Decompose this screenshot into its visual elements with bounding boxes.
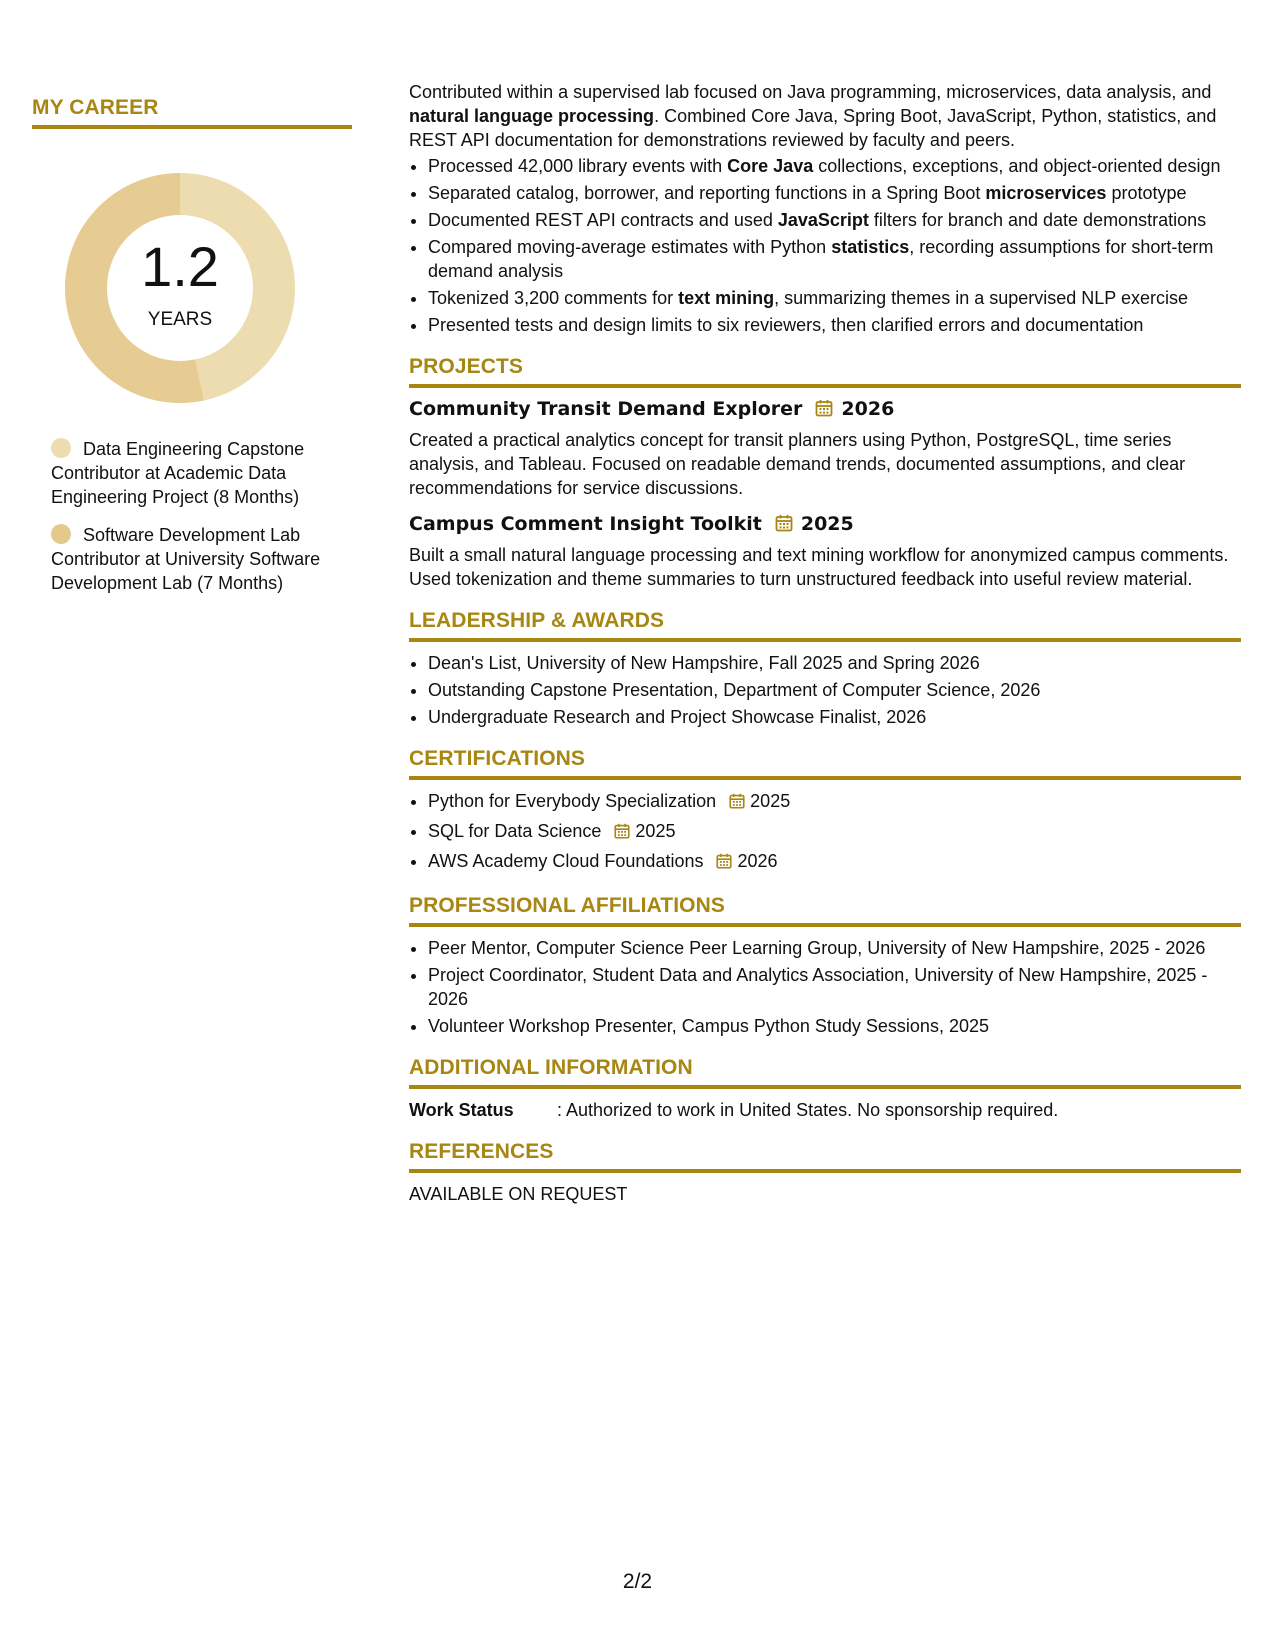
project-name: Community Transit Demand Explorer bbox=[409, 398, 803, 420]
work-status-value: : Authorized to work in United States. No sponsorship required. bbox=[557, 1100, 1059, 1120]
years-label: YEARS bbox=[147, 309, 213, 330]
list-item: • Undergraduate Research and Project Showcase Finalist, 2026 bbox=[428, 705, 1241, 729]
experience-bullet bbox=[428, 313, 1241, 337]
project-item bbox=[409, 512, 1241, 591]
references-text: AVAILABLE ON REQUEST bbox=[409, 1184, 628, 1204]
list-item: • Volunteer Workshop Presenter, Campus Python Study Sessions, 2025 bbox=[428, 1014, 1241, 1038]
experience-bullet bbox=[428, 286, 1241, 310]
text-run: Documented REST API contracts and used bbox=[428, 210, 778, 230]
references-heading: REFERENCES bbox=[409, 1140, 1241, 1173]
experience-bullet bbox=[428, 154, 1241, 178]
text-run: . Combined Core Java, Spring Boot, JavaScript, Python, statistics, and REST API documentation for demonstrations reviewed by faculty and peers. bbox=[409, 106, 1217, 150]
career-item: Software Development Lab Contributor at University Software Development Lab (7 Months) bbox=[51, 525, 321, 593]
project-year: 2026 bbox=[841, 398, 895, 420]
experience-summary bbox=[409, 80, 1241, 152]
my-career-heading: MY CAREER bbox=[32, 96, 352, 129]
main-content bbox=[409, 80, 1241, 1206]
work-status-row bbox=[409, 1098, 1241, 1122]
calendar-icon bbox=[774, 513, 794, 539]
text-run: Separated catalog, borrower, and reporting functions in a Spring Boot bbox=[428, 183, 986, 203]
bold-keyword: microservices bbox=[985, 183, 1107, 203]
calendar-icon bbox=[613, 822, 631, 846]
text-run: collections, exceptions, and object-oriented design bbox=[813, 156, 1221, 176]
legend-dot-icon bbox=[51, 524, 71, 544]
list-item: • Python for Everybody Specialization 2025 bbox=[428, 789, 1241, 816]
bold-keyword: JavaScript bbox=[777, 210, 869, 230]
experience-bullets bbox=[409, 154, 1241, 337]
experience-bullet bbox=[428, 181, 1241, 205]
text-run: Compared moving-average estimates with Python bbox=[428, 237, 832, 257]
additional-info-heading: ADDITIONAL INFORMATION bbox=[409, 1056, 1241, 1089]
list-item: • Peer Mentor, Computer Science Peer Learning Group, University of New Hampshire, 2025 - 2026 bbox=[428, 936, 1241, 960]
project-description: Created a practical analytics concept for transit planners using Python, PostgreSQL, time series analysis, and Tableau. Focused on readable demand trends, documented assumptions, and clear recommendations for service discussions. bbox=[409, 430, 1186, 498]
leadership-list bbox=[409, 651, 1241, 729]
project-description: Built a small natural language processing and text mining workflow for anonymized campus comments. Used tokenization and theme summaries to turn unstructured feedback into useful review material. bbox=[409, 545, 1229, 589]
bold-keyword: statistics bbox=[831, 237, 910, 257]
calendar-icon bbox=[728, 792, 746, 816]
list-item: • Dean's List, University of New Hampshire, Fall 2025 and Spring 2026 bbox=[428, 651, 1241, 675]
project-name: Campus Comment Insight Toolkit bbox=[409, 513, 762, 535]
affiliations-heading: PROFESSIONAL AFFILIATIONS bbox=[409, 894, 1241, 927]
sidebar bbox=[32, 96, 352, 609]
projects-heading: PROJECTS bbox=[409, 355, 1241, 388]
list-item: • Outstanding Capstone Presentation, Department of Computer Science, 2026 bbox=[428, 678, 1241, 702]
legend-dot-icon bbox=[51, 438, 71, 458]
career-donut-chart bbox=[65, 173, 295, 403]
calendar-icon bbox=[814, 398, 834, 424]
certifications-heading: CERTIFICATIONS bbox=[409, 747, 1241, 780]
project-item bbox=[409, 397, 1241, 500]
text-run: , summarizing themes in a supervised NLP exercise bbox=[774, 288, 1188, 308]
text-run: Presented tests and design limits to six reviewers, then clarified errors and documentation bbox=[428, 315, 1144, 335]
calendar-icon bbox=[715, 852, 733, 876]
project-title-row bbox=[409, 512, 1241, 539]
years-value: 1.2 bbox=[141, 235, 219, 298]
list-item: • SQL for Data Science 2025 bbox=[428, 819, 1241, 846]
text-run: Tokenized 3,200 comments for bbox=[428, 288, 679, 308]
project-year: 2025 bbox=[800, 513, 854, 535]
text-run: Processed 42,000 library events with bbox=[428, 156, 728, 176]
affiliations-list bbox=[409, 936, 1241, 1038]
list-item: • Project Coordinator, Student Data and Analytics Association, University of New Hampshire, 2025 - 2026 bbox=[428, 963, 1241, 1011]
career-list bbox=[32, 437, 352, 595]
experience-bullet bbox=[428, 235, 1241, 283]
text-run: Contributed within a supervised lab focused on Java programming, microservices, data analysis, and bbox=[409, 82, 1212, 102]
bold-keyword: text mining bbox=[678, 288, 775, 308]
text-run: prototype bbox=[1106, 183, 1187, 203]
project-title-row bbox=[409, 397, 1241, 424]
certifications-list bbox=[409, 789, 1241, 876]
work-status-label: Work Status bbox=[409, 1100, 514, 1120]
career-item: Data Engineering Capstone Contributor at Academic Data Engineering Project (8 Months) bbox=[51, 439, 305, 507]
text-run: , recording assumptions for short-term demand analysis bbox=[428, 237, 1214, 281]
bold-keyword: Core Java bbox=[727, 156, 814, 176]
page-number: 2/2 bbox=[622, 1570, 653, 1593]
list-item: • AWS Academy Cloud Foundations 2026 bbox=[428, 849, 1241, 876]
leadership-heading: LEADERSHIP & AWARDS bbox=[409, 609, 1241, 642]
experience-bullet bbox=[428, 208, 1241, 232]
bold-keyword: natural language processing bbox=[409, 106, 655, 126]
text-run: filters for branch and date demonstrations bbox=[868, 210, 1207, 230]
